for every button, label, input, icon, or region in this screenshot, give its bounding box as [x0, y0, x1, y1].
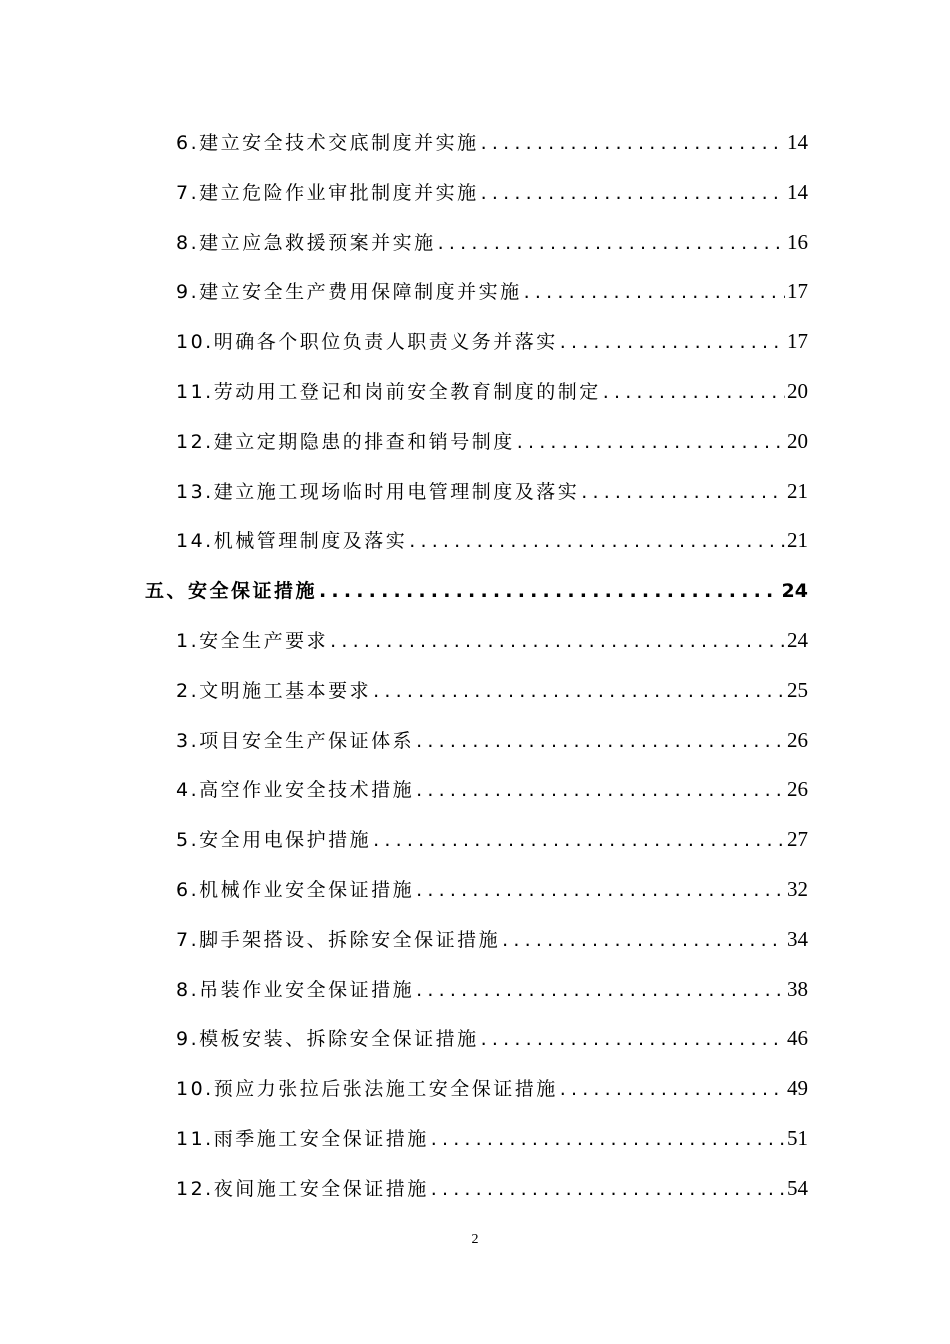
- toc-entry-page-number: 20: [787, 379, 808, 403]
- toc-entry-page-number: 20: [787, 428, 808, 453]
- toc-entry-page-number: 38: [787, 976, 808, 1001]
- toc-entry[interactable]: [176, 427, 808, 454]
- dot-leader: [481, 1028, 785, 1050]
- toc-entry-page-number: 54: [787, 1175, 808, 1200]
- toc-entry-page-number: 49: [787, 1076, 808, 1101]
- toc-entry-title: 10.预应力张拉后张法施工安全保证措施: [176, 1078, 558, 1101]
- toc-entry[interactable]: [176, 626, 808, 653]
- dot-leader: [431, 1128, 785, 1150]
- toc-entry[interactable]: [176, 676, 808, 703]
- toc-entry-page-number: 51: [787, 1126, 808, 1150]
- toc-entry-title: 5.安全用电保护措施: [176, 829, 372, 852]
- toc-entry-page-number: 21: [787, 478, 808, 503]
- toc-entry-title: 2.文明施工基本要求: [176, 679, 372, 702]
- dot-leader: [431, 1178, 785, 1200]
- toc-entry[interactable]: [176, 1024, 808, 1051]
- toc-entry-title: 11.雨季施工安全保证措施: [176, 1128, 429, 1150]
- toc-entry[interactable]: [176, 875, 808, 902]
- toc-entry[interactable]: [176, 775, 808, 802]
- toc-entry-title: 14.机械管理制度及落实: [176, 530, 408, 553]
- toc-entry[interactable]: [176, 1074, 808, 1101]
- toc-entry-page-number: 21: [787, 528, 808, 553]
- dot-leader: [524, 281, 785, 303]
- toc-entry-title: 1.安全生产要求: [176, 630, 329, 652]
- dot-leader: [416, 730, 785, 752]
- dot-leader: [330, 630, 785, 652]
- toc-entry[interactable]: [176, 726, 808, 753]
- toc-entry-page-number: 24: [781, 580, 808, 603]
- dot-leader: [409, 530, 785, 552]
- dot-leader: [581, 481, 785, 503]
- toc-section-heading[interactable]: [145, 576, 808, 603]
- toc-entry[interactable]: [176, 1124, 808, 1151]
- toc-entry-page-number: 26: [787, 727, 808, 752]
- dot-leader: [319, 580, 780, 602]
- dot-leader: [373, 829, 785, 851]
- toc-entry-title: 9.建立安全生产费用保障制度并实施: [176, 281, 522, 304]
- toc-entry-title: 4.高空作业安全技术措施: [176, 779, 415, 802]
- dot-leader: [560, 331, 785, 353]
- toc-entry-page-number: 16: [787, 229, 808, 254]
- toc-entry-title: 7.建立危险作业审批制度并实施: [176, 181, 479, 204]
- dot-leader: [502, 929, 785, 951]
- toc-entry-page-number: 17: [787, 329, 808, 354]
- toc-entry-page-number: 14: [787, 130, 808, 154]
- dot-leader: [560, 1078, 785, 1100]
- toc-entry[interactable]: [176, 327, 808, 354]
- toc-entry-title: 13.建立施工现场临时用电管理制度及落实: [176, 480, 580, 503]
- toc-entry-page-number: 24: [787, 628, 808, 652]
- toc-entry-title: 12.夜间施工安全保证措施: [176, 1177, 429, 1200]
- toc-entry[interactable]: [176, 975, 808, 1002]
- page-number-footer: 2: [471, 1232, 479, 1247]
- toc-entry[interactable]: [176, 228, 808, 255]
- toc-entry-title: 8.吊装作业安全保证措施: [176, 978, 415, 1001]
- toc-entry[interactable]: [176, 178, 808, 205]
- toc-entry-title: 五、安全保证措施: [145, 580, 318, 603]
- toc-entry-title: 11.劳动用工登记和岗前安全教育制度的制定: [176, 381, 601, 403]
- toc-entry-page-number: 17: [787, 279, 808, 304]
- dot-leader: [603, 381, 785, 403]
- toc-entry-page-number: 14: [787, 179, 808, 204]
- toc-entry-title: 10.明确各个职位负责人职责义务并落实: [176, 331, 558, 354]
- toc-entry[interactable]: [176, 477, 808, 504]
- toc-entry[interactable]: [176, 128, 808, 155]
- toc-entry-page-number: 27: [787, 827, 808, 852]
- toc-entry-page-number: 34: [787, 926, 808, 951]
- toc-entry[interactable]: [176, 1174, 808, 1201]
- toc-entry-title: 8.建立应急救援预案并实施: [176, 231, 436, 254]
- toc-entry-page-number: 26: [787, 777, 808, 802]
- toc-entry-title: 3.项目安全生产保证体系: [176, 729, 415, 752]
- dot-leader: [517, 431, 785, 453]
- dot-leader: [481, 132, 785, 154]
- dot-leader: [373, 680, 785, 702]
- toc-entry-page-number: 32: [787, 877, 808, 901]
- toc-entry-title: 7.脚手架搭设、拆除安全保证措施: [176, 928, 501, 951]
- dot-leader: [481, 182, 785, 204]
- toc-entry[interactable]: [176, 825, 808, 852]
- toc-entry-title: 12.建立定期隐患的排查和销号制度: [176, 430, 515, 453]
- dot-leader: [438, 232, 785, 254]
- toc-entry[interactable]: [176, 925, 808, 952]
- dot-leader: [416, 979, 785, 1001]
- toc-entry[interactable]: [176, 277, 808, 304]
- dot-leader: [416, 879, 785, 901]
- dot-leader: [416, 779, 785, 801]
- toc-entry-title: 6.机械作业安全保证措施: [176, 879, 415, 901]
- toc-entry-page-number: 25: [787, 677, 808, 702]
- toc-entry[interactable]: [176, 377, 808, 404]
- toc-entry-title: 6.建立安全技术交底制度并实施: [176, 132, 479, 154]
- toc-entry-title: 9.模板安装、拆除安全保证措施: [176, 1028, 479, 1051]
- toc-entry[interactable]: [176, 526, 808, 553]
- toc-entry-page-number: 46: [787, 1026, 808, 1051]
